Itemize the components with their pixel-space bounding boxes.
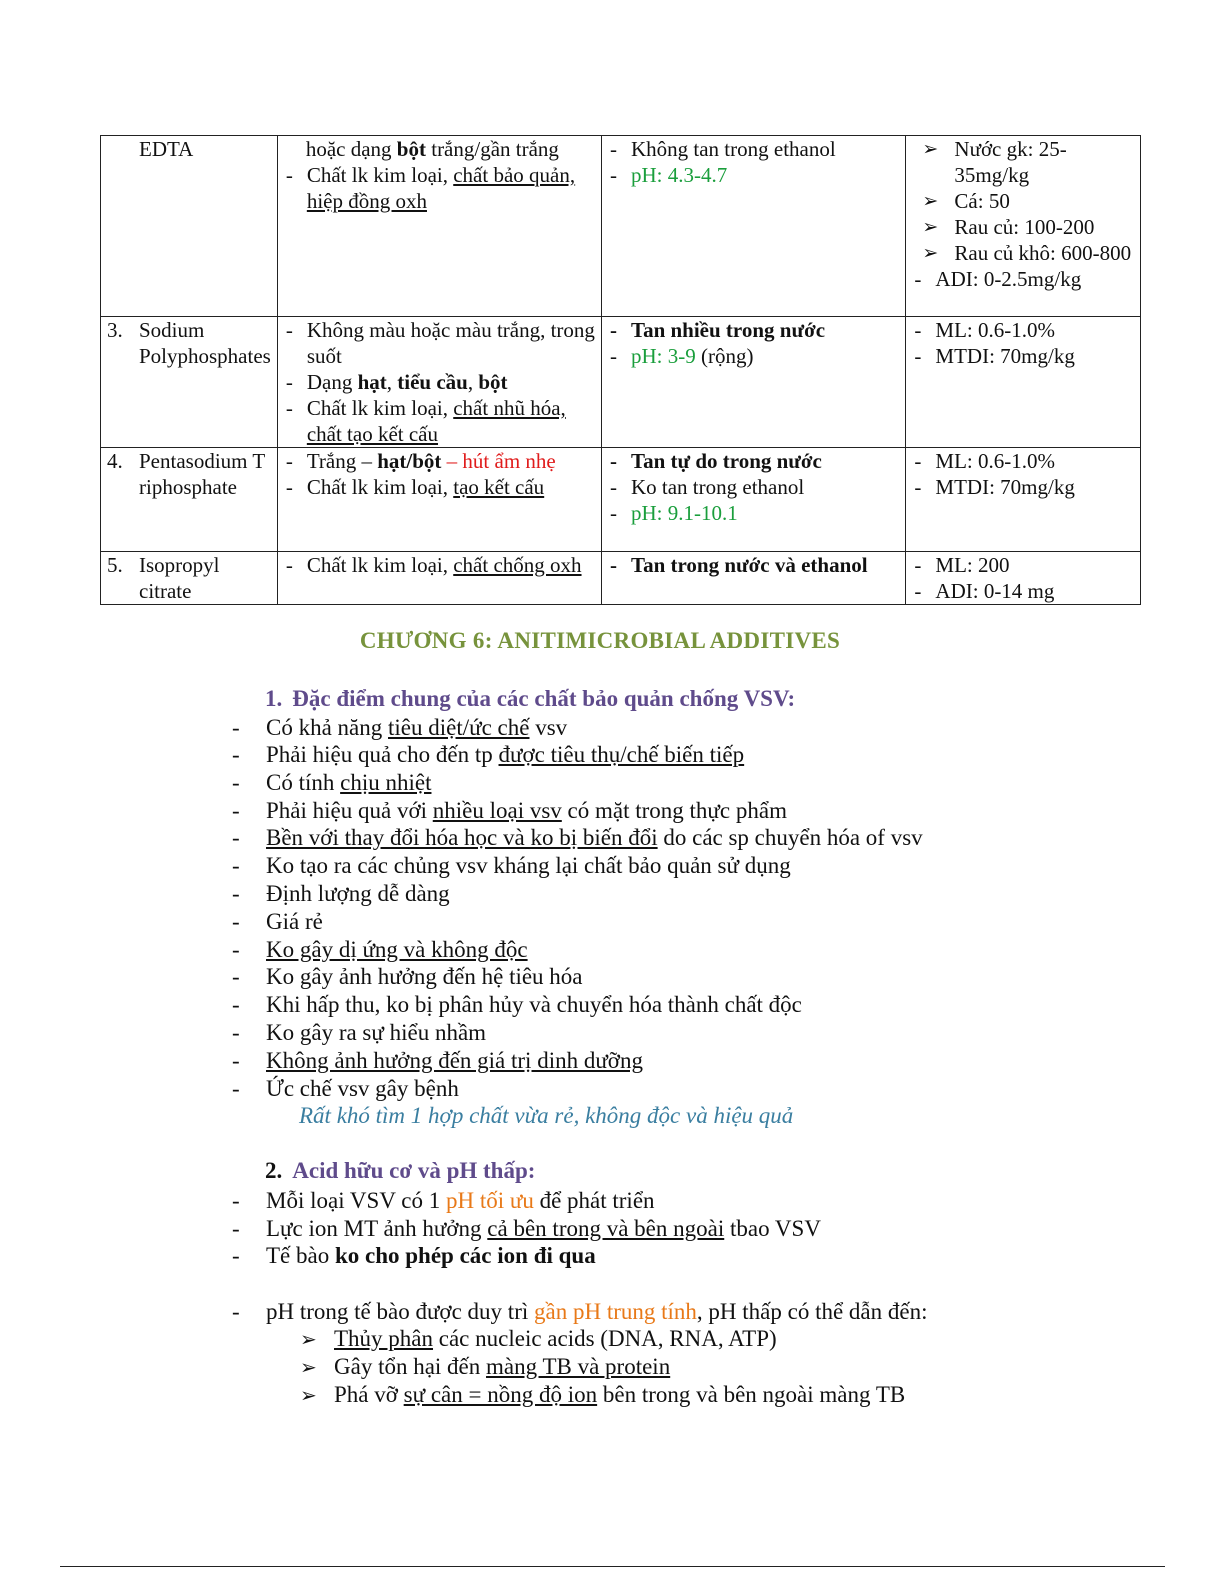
arrow-bullet-icon: ➢ xyxy=(300,1327,317,1351)
italic-note: Rất khó tìm 1 hợp chất vừa rẻ, không độc và hiệu quả xyxy=(299,1103,794,1128)
solubility-cell: - Tan trong nước và ethanol xyxy=(601,552,905,605)
section-heading-1: 1. Đặc điểm chung của các chất bảo quản chống VSV: xyxy=(265,686,796,711)
list-item: - Mỗi loại VSV có 1 pH tối ưu để phát triển xyxy=(232,1188,655,1213)
arrow-bullet-icon: ➢ xyxy=(922,242,939,264)
list-item: - pH trong tế bào được duy trì gần pH trung tính, pH thấp có thể dẫn đến: xyxy=(232,1299,928,1324)
list-item: - Ko gây dị ứng và không độc xyxy=(232,937,528,962)
arrow-bullet-icon: ➢ xyxy=(300,1355,317,1379)
name-cell xyxy=(101,136,278,317)
limits-cell: - ML: 0.6-1.0% - MTDI: 70mg/kg xyxy=(906,448,1141,552)
ph-value: pH: 9.1-10.1 xyxy=(630,501,738,525)
properties-cell: - Trắng – hạt/bột – hút ẩm nhẹ - Chất lk kim loại, tạo kết cấu xyxy=(277,448,601,552)
name-cell: 4. Pentasodium Triphosphate xyxy=(101,448,278,552)
additive-name: Pentasodium Triphosphate xyxy=(139,449,266,499)
list-item: - Giá rẻ xyxy=(232,909,323,934)
solubility-cell: - Tan nhiều trong nước - pH: 3-9 (rộng) xyxy=(601,317,905,448)
list-item: - Ức chế vsv gây bệnh xyxy=(232,1076,459,1101)
ph-value: pH: 4.3-4.7 xyxy=(630,163,728,187)
list-item: - Ko gây ảnh hưởng đến hệ tiêu hóa xyxy=(232,964,583,989)
list-item: - Lực ion MT ảnh hưởng cả bên trong và bên ngoài tbao VSV xyxy=(232,1216,821,1241)
list-item: - Ko gây ra sự hiểu nhầm xyxy=(232,1020,487,1045)
limits-cell: - ML: 0.6-1.0% - MTDI: 70mg/kg xyxy=(906,317,1141,448)
arrow-bullet-icon: ➢ xyxy=(922,138,939,160)
additive-name: Isopropyl citrate xyxy=(139,553,220,603)
sub-list-item: ➢ Thủy phân các nucleic acids (DNA, RNA, ATP) xyxy=(300,1326,777,1351)
list-item: - Ko tạo ra các chủng vsv kháng lại chất bảo quản sử dụng xyxy=(232,853,791,878)
list-item: - Khi hấp thu, ko bị phân hủy và chuyển hóa thành chất độc xyxy=(232,992,802,1017)
list-item: - Có khả năng tiêu diệt/ức chế vsv xyxy=(232,715,568,740)
additive-name: Sodium Polyphosphates xyxy=(139,318,271,368)
properties-cell: - Chất lk kim loại, chất chống oxh xyxy=(277,552,601,605)
chapter-title: CHƯƠNG 6: ANITIMICROBIAL ADDITIVES xyxy=(359,628,841,653)
table-row xyxy=(101,552,1141,605)
name-cell: 3. Sodium Polyphosphates xyxy=(101,317,278,448)
arrow-bullet-icon: ➢ xyxy=(300,1383,317,1407)
solubility-cell: - Không tan trong ethanol - pH: 4.3-4.7 xyxy=(601,136,905,317)
list-item: - Có tính chịu nhiệt xyxy=(232,770,432,795)
arrow-bullet-icon: ➢ xyxy=(922,216,939,238)
arrow-bullet-icon: ➢ xyxy=(922,190,939,212)
solubility-cell: - Tan tự do trong nước - Ko tan trong ethanol - pH: 9.1-10.1 xyxy=(601,448,905,552)
limits-cell: ➢ Nước gk: 25-35mg/kg ➢ Cá: 50 ➢ Rau củ: 100-200 ➢ Rau củ khô: 600-800 - ADI: 0-2.5mg/kg xyxy=(906,136,1141,317)
additive-name: EDTA xyxy=(139,137,194,161)
page-bottom-rule xyxy=(60,1566,1165,1567)
list-item: - Phải hiệu quả cho đến tp được tiêu thụ/chế biến tiếp xyxy=(232,742,745,767)
section-heading-2: 2. Acid hữu cơ và pH thấp: xyxy=(265,1158,536,1183)
list-item: - Phải hiệu quả với nhiều loại vsv có mặt trong thực phẩm xyxy=(232,798,787,823)
table-row xyxy=(101,136,1141,317)
table-row xyxy=(101,317,1141,448)
list-item: - Không ảnh hưởng đến giá trị dinh dưỡng xyxy=(232,1048,643,1073)
additives-table xyxy=(100,135,1141,605)
sub-list-item: ➢ Phá vỡ sự cân = nồng độ ion bên trong và bên ngoài màng TB xyxy=(300,1382,906,1407)
list-item: - Định lượng dễ dàng xyxy=(232,881,450,906)
properties-cell: - Không màu hoặc màu trắng, trong suốt - Dạng hạt, tiểu cầu, bột - Chất lk kim loại, chất nhũ hóa, chất tạo kết cấu xyxy=(277,317,601,448)
properties-cell: hoặc dạng bột trắng/gần trắng - Chất lk kim loại, chất bảo quản, hiệp đồng oxh xyxy=(277,136,601,317)
table-row xyxy=(101,448,1141,552)
limits-cell: - ML: 200 - ADI: 0-14 mg xyxy=(906,552,1141,605)
sub-list-item: ➢ Gây tổn hại đến màng TB và protein xyxy=(300,1354,671,1379)
list-item: - Tế bào ko cho phép các ion đi qua xyxy=(232,1243,596,1268)
list-item: - Bền với thay đổi hóa học và ko bị biến đổi do các sp chuyển hóa of vsv xyxy=(232,825,923,850)
ph-value: pH: 3-9 xyxy=(630,344,696,368)
name-cell: 5. Isopropyl citrate xyxy=(101,552,278,605)
